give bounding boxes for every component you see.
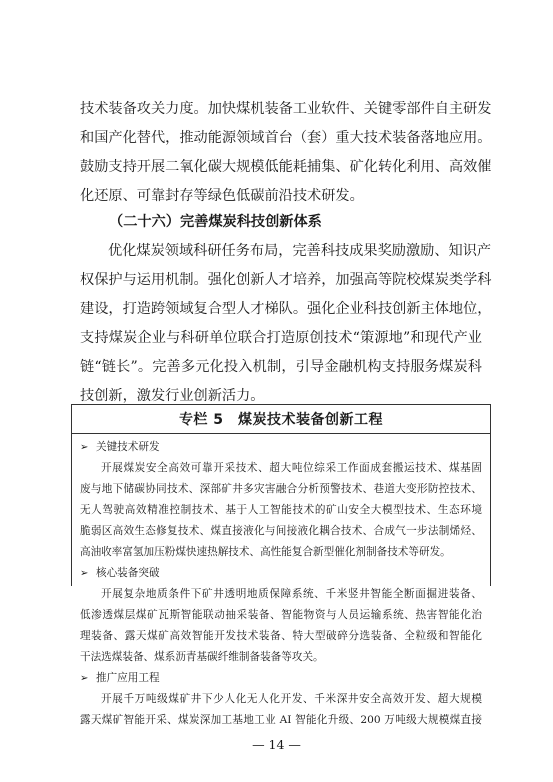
text-line: 和国产化替代，推动能源领域首台（套）重大技术装备落地应用。 <box>80 130 492 146</box>
paragraph-innovation-system <box>80 237 492 411</box>
text-line: 支持煤炭企业与科研单位联合打造原创技术“策源地”和现代产业 <box>80 330 482 346</box>
box-section-text <box>80 584 482 668</box>
paragraph-tech-equipment <box>80 95 492 211</box>
text-line: 权保护与运用机制。强化创新人才培养，加强高等院校煤炭类学科 <box>80 272 492 288</box>
box-section-heading <box>80 437 482 458</box>
text-line: 露天煤矿智能开采、煤炭深加工基地工业 AI 智能化升级、200 万吨级大规模煤直接 <box>80 714 482 726</box>
text-line: 开展复杂地质条件下矿井透明地质保障系统、千米竖井智能全断面掘进装备、 <box>101 588 482 600</box>
page-number: — 14 — <box>252 737 301 752</box>
box-section-heading <box>80 563 482 584</box>
text-line: 理装备、露天煤矿高效智能开发技术装备、特大型破碎分选装备、全粒级和智能化 <box>80 630 482 642</box>
box-body <box>72 434 490 731</box>
box-section-text <box>80 458 482 563</box>
section-heading: （二十六）完善煤炭科技创新体系 <box>109 214 322 230</box>
special-column-box <box>71 404 491 726</box>
arrow-bullet-icon: ➢ <box>80 568 89 579</box>
box-section-label: 关键技术研发 <box>96 441 160 453</box>
box-section-label: 核心装备突破 <box>96 567 160 579</box>
text-line: 废与地下储碳协同技术、深部矿井多灾害融合分析预警技术、巷道大变形防控技术、 <box>80 483 482 495</box>
text-line: 化还原、可靠封存等绿色低碳前沿技术研发。 <box>80 188 364 204</box>
text-line: 技术装备攻关力度。加快煤机装备工业软件、关键零部件自主研发 <box>80 101 492 117</box>
box-section-label: 推广应用工程 <box>96 672 160 684</box>
box-title: 专栏 5 煤炭技术装备创新工程 <box>72 405 490 434</box>
text-line: 优化煤炭领域科研任务布局，完善科技成果奖励激励、知识产 <box>108 243 492 259</box>
text-line: 开展千万吨级煤矿井下少人化无人化开发、千米深井安全高效开发、超大规模 <box>101 693 482 705</box>
text-line: 技创新，激发行业创新活力。 <box>80 388 265 404</box>
box-section-text <box>80 689 482 731</box>
text-line: 干法选煤装备、煤系沥青基碳纤维制备装备等攻关。 <box>80 651 324 663</box>
text-line: 高油收率富氢加压粉煤快速热解技术、高性能复合新型催化剂制备技术等研发。 <box>80 546 451 558</box>
text-line: 鼓励支持开展二氧化碳大规模低能耗捕集、矿化转化利用、高效催 <box>80 159 492 175</box>
text-line: 开展煤炭安全高效可靠开采技术、超大吨位综采工作面成套搬运技术、煤基固 <box>101 462 482 474</box>
text-line: 链“链长”。完善多元化投入机制，引导金融机构支持服务煤炭科 <box>80 359 482 375</box>
text-line: 脆弱区高效生态修复技术、煤直接液化与间接液化耦合技术、合成气一步法制烯烃、 <box>80 525 482 537</box>
arrow-bullet-icon: ➢ <box>80 673 89 684</box>
arrow-bullet-icon: ➢ <box>80 442 89 453</box>
box-section-heading <box>80 668 482 689</box>
text-line: 低渗透煤层煤矿瓦斯智能联动抽采装备、智能物资与人员运输系统、热害智能化治 <box>80 609 482 621</box>
text-line: 建设，打造跨领域复合型人才梯队。强化企业科技创新主体地位， <box>80 301 492 317</box>
text-line: 无人驾驶高效精准控制技术、基于人工智能技术的矿山安全大模型技术、生态环境 <box>80 504 482 516</box>
